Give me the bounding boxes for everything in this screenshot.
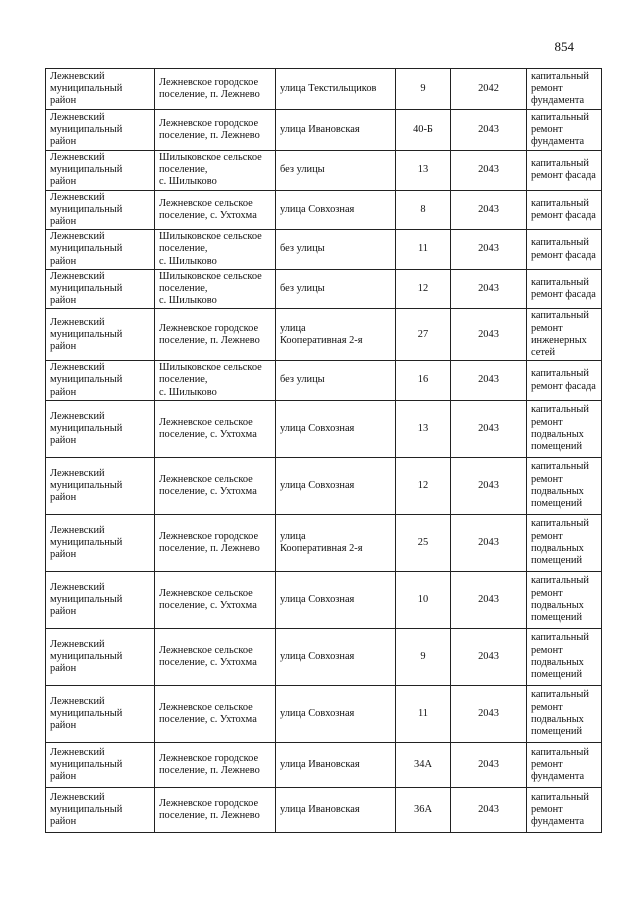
table-row [46, 628, 602, 685]
house-number-cell: 27 [396, 309, 451, 361]
work-type-cell: капитальный ремонт инженерных сетей [527, 309, 602, 361]
house-number-cell: 40-Б [396, 110, 451, 151]
repair-year-cell: 2043 [451, 110, 527, 151]
work-type-cell: капитальный ремонт фасада [527, 151, 602, 191]
house-number-cell: 36А [396, 787, 451, 832]
settlement-cell: Лежневское сельское поселение, с. Ухтохма [155, 571, 276, 628]
table-row [46, 400, 602, 457]
repair-year-cell: 2043 [451, 685, 527, 742]
settlement-cell: Лежневское сельское поселение, с. Ухтохма [155, 190, 276, 230]
settlement-cell: Лежневское городское поселение, п. Лежнево [155, 787, 276, 832]
work-type-cell: капитальный ремонт подвальных помещений [527, 628, 602, 685]
street-cell: без улицы [276, 230, 396, 270]
table-row [46, 69, 602, 110]
settlement-cell: Лежневское городское поселение, п. Лежнево [155, 742, 276, 787]
settlement-cell: Лежневское сельское поселение, с. Ухтохма [155, 685, 276, 742]
district-cell: Лежневский муниципальный район [46, 787, 155, 832]
district-cell: Лежневский муниципальный район [46, 628, 155, 685]
table-row [46, 361, 602, 401]
house-number-cell: 8 [396, 190, 451, 230]
table-row [46, 269, 602, 309]
work-type-cell: капитальный ремонт фасада [527, 230, 602, 270]
house-number-cell: 16 [396, 361, 451, 401]
table-row [46, 685, 602, 742]
settlement-cell: Шилыковское сельское поселение, с. Шилыково [155, 151, 276, 191]
district-cell: Лежневский муниципальный район [46, 190, 155, 230]
street-cell: улица Совхозная [276, 457, 396, 514]
work-type-cell: капитальный ремонт подвальных помещений [527, 400, 602, 457]
work-type-cell: капитальный ремонт фасада [527, 361, 602, 401]
house-number-cell: 12 [396, 269, 451, 309]
district-cell: Лежневский муниципальный район [46, 361, 155, 401]
table-row [46, 230, 602, 270]
repair-year-cell: 2043 [451, 400, 527, 457]
settlement-cell: Шилыковское сельское поселение, с. Шилыково [155, 230, 276, 270]
street-cell: улица Текстильщиков [276, 69, 396, 110]
street-cell: улица Кооперативная 2-я [276, 514, 396, 571]
table-row [46, 514, 602, 571]
repair-year-cell: 2043 [451, 514, 527, 571]
repair-year-cell: 2043 [451, 190, 527, 230]
repair-year-cell: 2043 [451, 628, 527, 685]
settlement-cell: Лежневское сельское поселение, с. Ухтохма [155, 628, 276, 685]
street-cell: без улицы [276, 151, 396, 191]
repair-year-cell: 2043 [451, 571, 527, 628]
table-row [46, 110, 602, 151]
house-number-cell: 25 [396, 514, 451, 571]
settlement-cell: Лежневское сельское поселение, с. Ухтохма [155, 400, 276, 457]
table-row [46, 190, 602, 230]
street-cell: улица Ивановская [276, 742, 396, 787]
district-cell: Лежневский муниципальный район [46, 151, 155, 191]
district-cell: Лежневский муниципальный район [46, 742, 155, 787]
house-number-cell: 11 [396, 685, 451, 742]
street-cell: улица Кооперативная 2-я [276, 309, 396, 361]
district-cell: Лежневский муниципальный район [46, 685, 155, 742]
settlement-cell: Лежневское городское поселение, п. Лежнево [155, 69, 276, 110]
repair-year-cell: 2043 [451, 361, 527, 401]
table-row [46, 457, 602, 514]
repair-year-cell: 2043 [451, 309, 527, 361]
repair-year-cell: 2042 [451, 69, 527, 110]
district-cell: Лежневский муниципальный район [46, 400, 155, 457]
street-cell: улица Совхозная [276, 190, 396, 230]
work-type-cell: капитальный ремонт фасада [527, 190, 602, 230]
settlement-cell: Лежневское городское поселение, п. Лежнево [155, 309, 276, 361]
street-cell: улица Совхозная [276, 571, 396, 628]
street-cell: без улицы [276, 361, 396, 401]
repair-year-cell: 2043 [451, 230, 527, 270]
district-cell: Лежневский муниципальный район [46, 69, 155, 110]
repair-year-cell: 2043 [451, 787, 527, 832]
house-number-cell: 9 [396, 69, 451, 110]
table-row [46, 571, 602, 628]
settlement-cell: Шилыковское сельское поселение, с. Шилыково [155, 361, 276, 401]
repair-year-cell: 2043 [451, 269, 527, 309]
work-type-cell: капитальный ремонт фундамента [527, 742, 602, 787]
page-number: 854 [554, 39, 574, 54]
work-type-cell: капитальный ремонт фасада [527, 269, 602, 309]
district-cell: Лежневский муниципальный район [46, 309, 155, 361]
district-cell: Лежневский муниципальный район [46, 457, 155, 514]
work-type-cell: капитальный ремонт подвальных помещений [527, 457, 602, 514]
table-row [46, 151, 602, 191]
street-cell: улица Ивановская [276, 787, 396, 832]
table-row [46, 742, 602, 787]
table-body [46, 69, 602, 833]
settlement-cell: Шилыковское сельское поселение, с. Шилыково [155, 269, 276, 309]
table-row [46, 309, 602, 361]
work-type-cell: капитальный ремонт подвальных помещений [527, 685, 602, 742]
house-number-cell: 13 [396, 151, 451, 191]
table-row [46, 787, 602, 832]
street-cell: улица Совхозная [276, 628, 396, 685]
district-cell: Лежневский муниципальный район [46, 269, 155, 309]
house-number-cell: 13 [396, 400, 451, 457]
repair-year-cell: 2043 [451, 151, 527, 191]
settlement-cell: Лежневское городское поселение, п. Лежнево [155, 514, 276, 571]
settlement-cell: Лежневское городское поселение, п. Лежнево [155, 110, 276, 151]
house-number-cell: 11 [396, 230, 451, 270]
street-cell: улица Совхозная [276, 400, 396, 457]
housing-repair-table [45, 68, 602, 833]
street-cell: без улицы [276, 269, 396, 309]
district-cell: Лежневский муниципальный район [46, 571, 155, 628]
work-type-cell: капитальный ремонт подвальных помещений [527, 514, 602, 571]
repair-year-cell: 2043 [451, 457, 527, 514]
work-type-cell: капитальный ремонт фундамента [527, 787, 602, 832]
house-number-cell: 10 [396, 571, 451, 628]
work-type-cell: капитальный ремонт фундамента [527, 110, 602, 151]
house-number-cell: 12 [396, 457, 451, 514]
house-number-cell: 34А [396, 742, 451, 787]
work-type-cell: капитальный ремонт фундамента [527, 69, 602, 110]
repair-year-cell: 2043 [451, 742, 527, 787]
street-cell: улица Совхозная [276, 685, 396, 742]
district-cell: Лежневский муниципальный район [46, 110, 155, 151]
district-cell: Лежневский муниципальный район [46, 514, 155, 571]
street-cell: улица Ивановская [276, 110, 396, 151]
house-number-cell: 9 [396, 628, 451, 685]
district-cell: Лежневский муниципальный район [46, 230, 155, 270]
settlement-cell: Лежневское сельское поселение, с. Ухтохма [155, 457, 276, 514]
work-type-cell: капитальный ремонт подвальных помещений [527, 571, 602, 628]
